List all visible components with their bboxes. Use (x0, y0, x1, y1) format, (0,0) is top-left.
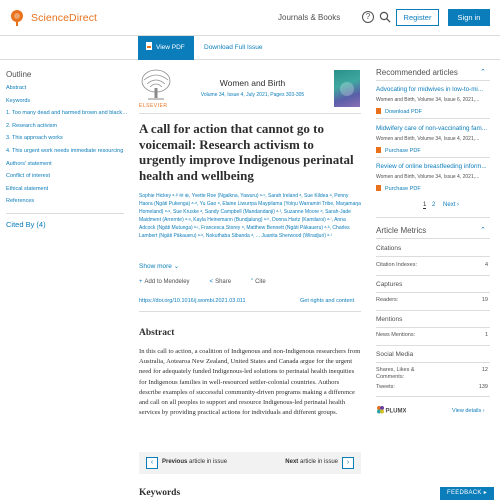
metric-label: Shares, Likes & Comments: (376, 367, 415, 380)
next-label: Next (285, 459, 299, 465)
cite-button[interactable] (251, 279, 276, 285)
divider (376, 118, 490, 119)
download-full-issue-link[interactable]: Download Full Issue (204, 44, 263, 51)
share-label: Share (215, 279, 232, 285)
recommended-article (376, 163, 490, 192)
purchase-pdf-link[interactable] (376, 147, 490, 154)
view-details-label: View details (452, 408, 482, 414)
pdf-icon (376, 147, 381, 153)
sign-in-button[interactable]: Sign in (448, 9, 490, 26)
search-icon[interactable] (379, 11, 391, 23)
chevron-up-icon[interactable]: ⌃ (480, 227, 486, 234)
add-to-mendeley-label: Add to Mendeley (144, 279, 190, 285)
add-to-mendeley-button[interactable] (139, 279, 200, 285)
divider (139, 113, 361, 114)
metric-label: News Mentions: (376, 332, 416, 338)
view-details-link[interactable] (452, 408, 485, 414)
previous-label: Previous (162, 459, 188, 465)
journal-cover-image[interactable] (334, 70, 360, 107)
metric-value: 12 (481, 367, 488, 373)
recommended-pagination (423, 202, 459, 208)
readers-row (376, 297, 490, 303)
citations-heading: Citations (376, 245, 402, 252)
outline-item[interactable]: Conflict of interest (6, 173, 51, 180)
recommended-article-title[interactable]: Review of online breastfeeding inform... (376, 163, 487, 170)
register-button[interactable]: Register (396, 9, 439, 26)
journal-title[interactable]: Women and Birth (219, 78, 286, 88)
rights-content-link[interactable]: Get rights and content (300, 298, 355, 304)
divider (376, 256, 490, 257)
plumx-logo[interactable] (376, 405, 406, 415)
page-2-button[interactable]: 2 (432, 202, 436, 208)
chevron-right-icon[interactable]: › (342, 457, 354, 469)
news-mentions-row (376, 332, 490, 338)
top-header (0, 0, 500, 36)
next-suffix: article in issue (299, 459, 338, 465)
share-button[interactable] (210, 279, 242, 285)
pdf-link-label: Purchase PDF (385, 148, 421, 154)
chevron-up-icon[interactable]: ⌃ (480, 69, 486, 76)
pdf-link-label: Download PDF (385, 109, 422, 115)
elsevier-tree-logo (139, 68, 173, 102)
outline-item[interactable]: 4. This urgent work needs immediate resourcing (6, 147, 124, 154)
show-more-button[interactable] (139, 262, 179, 270)
recommended-article-meta: Women and Birth, Volume 34, Issue 4, 2021,... (376, 174, 480, 180)
recommended-heading: Recommended articles (376, 68, 458, 77)
outline-item[interactable]: Abstract (6, 85, 27, 91)
journal-issue[interactable]: Volume 34, Issue 4, July 2021, Pages 303-305 (200, 92, 305, 98)
divider (376, 157, 490, 158)
metric-value: 19 (481, 297, 488, 303)
journals-books-link[interactable]: Journals & Books (278, 13, 341, 22)
cite-label: Cite (255, 279, 266, 285)
download-pdf-link[interactable] (376, 108, 490, 115)
divider (376, 80, 490, 81)
recommended-article (376, 86, 490, 115)
outline-item[interactable]: 1. Too many dead and harmed brown and black… (6, 110, 128, 117)
doi-link[interactable]: https://doi.org/10.1016/j.wombi.2021.03.011 (139, 298, 246, 304)
metric-label: Readers: (376, 297, 399, 303)
issue-pager (139, 452, 361, 474)
recommended-article (376, 125, 490, 154)
chat-icon: ▸ (483, 490, 488, 496)
publisher-name: ELSEVIER (139, 103, 168, 109)
previous-article-link[interactable] (162, 459, 227, 465)
metric-value: 139 (478, 384, 488, 390)
pdf-icon (376, 108, 381, 114)
recommended-article-meta: Women and Birth, Volume 34, Issue 6, 2021,... (376, 97, 480, 103)
divider (376, 327, 490, 328)
pdf-icon (146, 42, 152, 50)
divider (376, 275, 490, 276)
recommended-article-title[interactable]: Midwifery care of non-vaccinating fam... (376, 125, 487, 132)
citation-indexes-row (376, 262, 490, 268)
divider (376, 310, 490, 311)
recommended-article-meta: Women and Birth, Volume 34, Issue 4, 2021,... (376, 136, 480, 142)
metric-label: Tweets: (376, 384, 395, 390)
article-actions (139, 279, 286, 285)
abstract-heading: Abstract (139, 328, 175, 338)
previous-suffix: article in issue (189, 459, 228, 465)
quote-icon: ” (251, 279, 254, 285)
pdf-link-label: Purchase PDF (385, 186, 421, 192)
next-article-link[interactable] (285, 459, 338, 465)
divider (376, 238, 490, 239)
metric-value: 4 (484, 262, 488, 268)
mentions-heading: Mentions (376, 316, 403, 323)
outline-item[interactable]: 3. This approach works (6, 135, 63, 142)
article-toolbar (0, 36, 500, 60)
elsevier-tree-icon (8, 9, 26, 27)
chevron-down-icon: ⌄ (173, 263, 180, 270)
article-metrics-heading: Article Metrics (376, 226, 427, 235)
tweets-row (376, 384, 490, 390)
metric-label: Citation Indexes: (376, 262, 417, 268)
keywords-heading: Keywords (139, 488, 181, 498)
outline-item[interactable]: 2. Research activism (6, 122, 58, 129)
divider (376, 362, 490, 363)
view-pdf-button[interactable] (138, 36, 194, 60)
show-more-label: Show more (139, 263, 172, 270)
logo-text: ScienceDirect (31, 12, 98, 24)
outline-item[interactable]: Ethical statement (6, 185, 49, 192)
next-page-button[interactable] (443, 202, 459, 208)
outline-list (6, 85, 128, 211)
outline-item[interactable]: Authors' statement (6, 160, 52, 167)
recommended-article-title[interactable]: Advocating for midwives in low-to-mi... (376, 86, 484, 93)
outline-item[interactable]: Keywords (6, 97, 31, 104)
purchase-pdf-link[interactable] (376, 185, 490, 192)
shares-row (376, 367, 490, 381)
chevron-left-icon[interactable]: ‹ (146, 457, 158, 469)
cited-by-link[interactable]: Cited By (4) (6, 220, 46, 229)
sciencedirect-logo[interactable] (8, 9, 97, 27)
plumx-label: PLUMX (385, 408, 406, 415)
abstract-text: In this call to action, a coalition of Indigenous and non-Indigenous researchers from Australia, Aotearoa New Zealand, United States and Canada argue for the urgent need for adequately funded Indigenous-led solutions to perinatal health inequities for Indigenous families in well-resourced settler-colonial countries. Authors describe examples of successful community-driven programs making a difference and call on all peoples to support and resource Indigenous-led perinatal health services by providing practical actions for individuals and different groups. (139, 348, 361, 417)
social-media-heading: Social Media (376, 351, 414, 358)
divider (139, 311, 361, 312)
divider (376, 396, 490, 397)
share-icon: < (209, 279, 214, 285)
outline-item[interactable]: References (6, 198, 35, 205)
captures-heading: Captures (376, 281, 403, 288)
page-1-button[interactable]: 1 (423, 202, 427, 208)
chevron-right-icon: › (482, 408, 485, 414)
author-list[interactable]: Sophie Hickey ᵃ·ᵝ ✉ ⊕, Yvette Roe (Ngalkna, Yawuru) ᵃ·ᶜ, Sarah Ireland ᵃ, Sue Kildea ᵃ, Penny Haora (Ngāti Pukenga) ᵃ·ᵈ, Yu Gao ᵃ, Elaine Liwurrpa Maypilama (Yolŋu Warramiri Tribe, Maŋamaŋa Homeland) ᵃ·ᵉ, Sue Kruske ᵃ, Sandy Campbell (Mandandanji) ᵃ·ᶠ, Suzanne Moore ᵃ, Sarah-Jade Maidment (Arrernte) ᵃ·ᵍ, Kayla Heinemann (Bundjalung) ᵃ·ʰ, Donna Hartz (Kamilaroi) ᵃ·ⁱ, Anna Adcock (Ngāti Mutunga) ᵃ·ʲ, Francesca Storey ᵃ, Matthew Bennett (Ngāti Pākaueru) ᵃ·ᵏ, Charles Lambert (Ngāti Pākaueru) ᵃ·ᵏ, Nokuthaba Sibanda ᵃ, ... Juanita Sherwood (Wiradjuri) ᵃ·ˡ (139, 193, 361, 239)
divider (376, 217, 490, 218)
divider (376, 345, 490, 346)
outline-heading: Outline (6, 70, 32, 79)
divider (376, 292, 490, 293)
feedback-label: FEEDBACK (446, 490, 482, 496)
feedback-button[interactable] (440, 487, 494, 500)
divider (6, 213, 124, 214)
plus-icon: + (139, 279, 143, 285)
metric-value: 1 (484, 332, 488, 338)
help-icon[interactable]: ? (362, 11, 374, 23)
pdf-icon (376, 185, 381, 191)
article-title: A call for action that cannot go to voicemail: Research activism to urgently improve Indigenous perinatal health and wellbeing (139, 121, 354, 183)
view-pdf-label: View PDF (156, 44, 185, 51)
chevron-right-icon: › (457, 202, 460, 208)
next-page-label: Next (443, 202, 456, 208)
